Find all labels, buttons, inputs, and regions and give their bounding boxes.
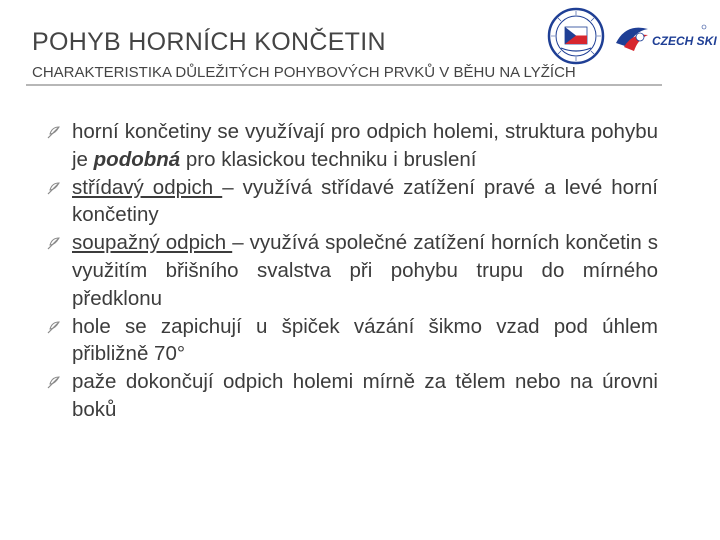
- czech-ski-logo: [614, 13, 717, 59]
- slide-subtitle: CHARAKTERISTIKA DŮLEŽITÝCH POHYBOVÝCH PRVKŮ V BĚHU NA LYŽÍCH: [32, 64, 576, 81]
- bullet-item: [46, 313, 658, 369]
- feather-bullet-icon: [46, 319, 62, 335]
- ski-federation-seal-logo: [546, 6, 606, 66]
- bullet-text-part: paže dokončují odpich holemi mírně za tělem nebo na úrovni boků: [72, 370, 658, 421]
- slide-title: POHYB HORNÍCH KONČETIN: [32, 28, 386, 56]
- bullet-item: [46, 229, 658, 312]
- feather-bullet-icon: [46, 124, 62, 140]
- bullet-item: [46, 368, 658, 424]
- czech-ski-logo-text: CZECH SKI: [652, 34, 717, 48]
- bullet-list: [46, 118, 658, 424]
- bullet-term: soupažný odpich: [72, 231, 233, 255]
- bullet-item: [46, 174, 658, 230]
- bullet-text-part: hole se zapichují u špiček vázání šikmo vzad pod úhlem přibližně 70°: [72, 314, 658, 366]
- bullet-term: střídavý odpich: [72, 175, 223, 199]
- bullet-text-part: horní končetiny se využívají pro odpich holemi, struktura pohybu je: [72, 120, 658, 171]
- feather-bullet-icon: [46, 180, 62, 196]
- logos: [546, 6, 717, 66]
- title-divider: [26, 84, 662, 86]
- bullet-text-part: – využívá střídavé zatížení pravé a levé horní končetiny: [72, 175, 658, 227]
- bullet-text-part: – využívá společné zatížení horních končetin s využitím břišního svalstva při pohybu trupu do mírného předklonu: [72, 231, 659, 310]
- bullet-text-part: pro klasickou techniku i bruslení: [180, 147, 477, 171]
- bullet-item: [46, 118, 658, 174]
- bullet-emphasis: podobná: [93, 147, 181, 171]
- feather-bullet-icon: [46, 374, 62, 390]
- feather-bullet-icon: [46, 235, 62, 251]
